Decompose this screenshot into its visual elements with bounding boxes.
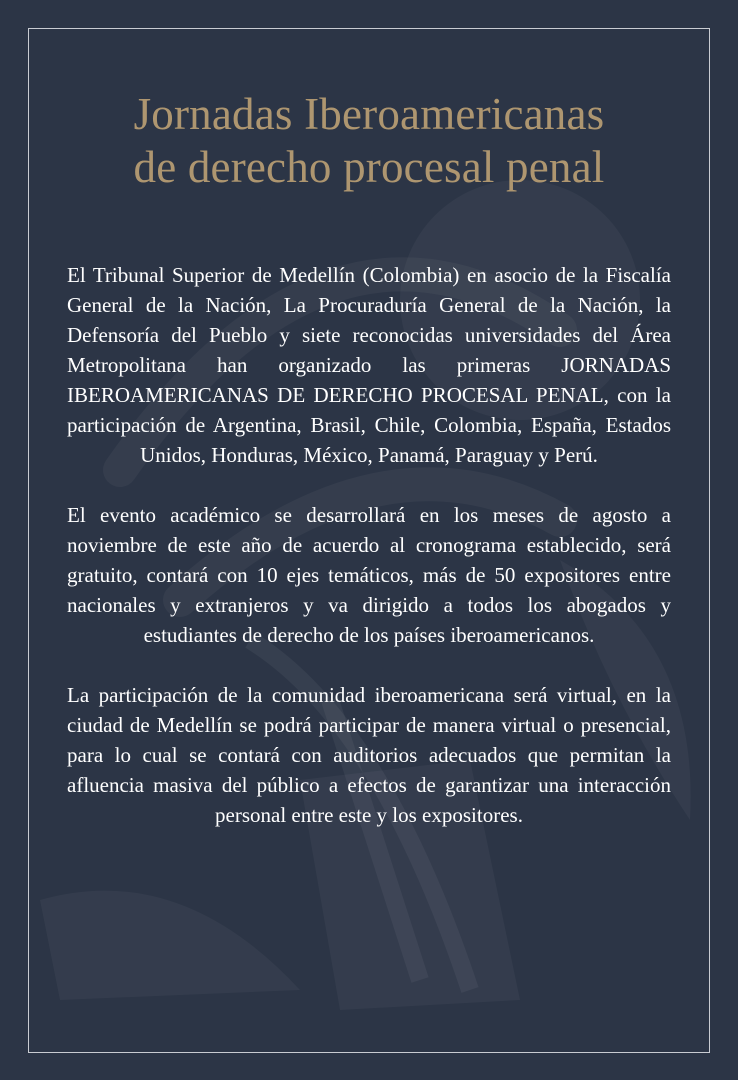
- document-body: [67, 260, 671, 830]
- paragraph-organizers: El Tribunal Superior de Medellín (Colombia) en asocio de la Fiscalía General de la Nación, La Procuraduría General de la Nación, la Defensoría del Pueblo y siete reconocidas universidades del Área Metropolitana han organizado las primeras JORNADAS IBEROAMERICANAS DE DERECHO PROCESAL PENAL, con la participación de Argentina, Brasil, Chile, Colombia, España, Estados Unidos, Honduras, México, Panamá, Paraguay y Perú.: [67, 263, 671, 467]
- title-line-1: Jornadas Iberoamericanas: [133, 89, 605, 139]
- paragraph-event-details: El evento académico se desarrollará en los meses de agosto a noviembre de este año de acuerdo al cronograma establecido, será gratuito, contará con 10 ejes temáticos, más de 50 expositores entre nacionales y extranjeros y va dirigido a todos los abogados y estudiantes de derecho de los países iberoamericanos.: [67, 503, 671, 647]
- page-title: [67, 88, 671, 194]
- paragraph-participation: La participación de la comunidad iberoamericana será virtual, en la ciudad de Medellín se podrá participar de manera virtual o presencial, para lo cual se contará con auditorios adecuados que permitan la afluencia masiva del público a efectos de garantizar una interacción personal entre este y los expositores.: [67, 683, 671, 827]
- title-line-2: de derecho procesal penal: [133, 142, 605, 192]
- document-content: [67, 88, 671, 860]
